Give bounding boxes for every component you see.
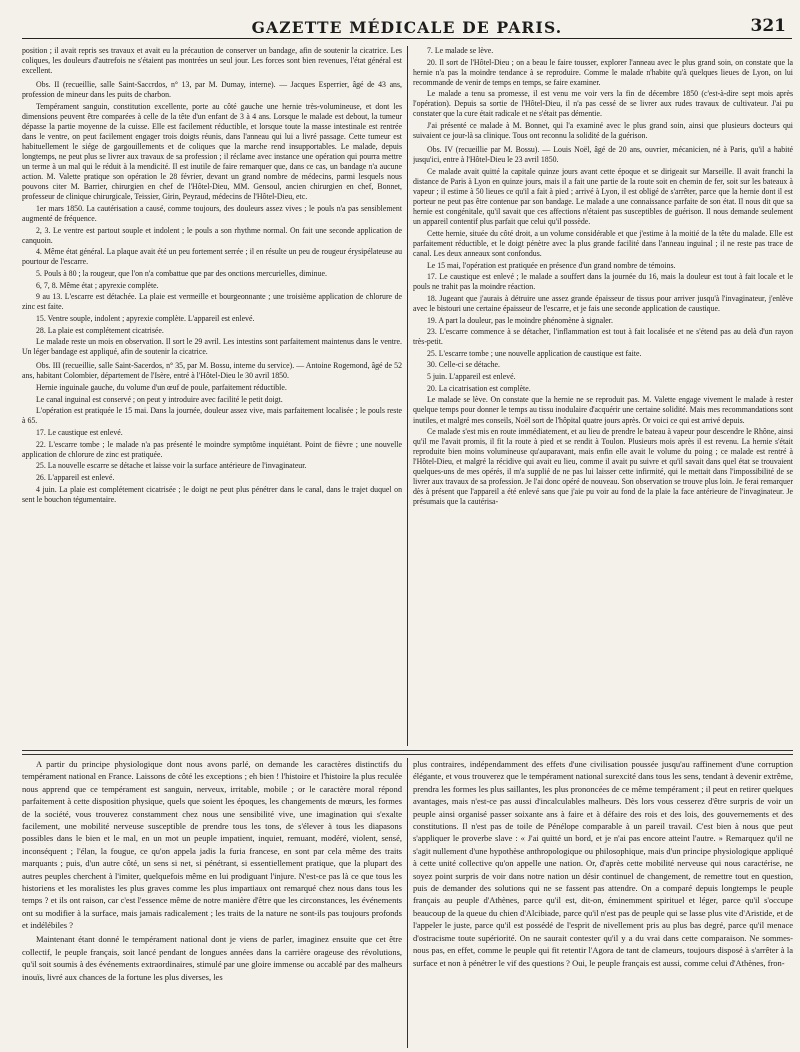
paragraph: 4 juin. La plaie est complétement cicatrisée ; le doigt ne peut plus pénétrer dans le canal, dans le trajet duquel on sent le bouchon tégumentaire.: [22, 484, 402, 504]
paragraph: 5 juin. L'appareil est enlevé.: [427, 372, 516, 382]
paragraph: 18. Jugeant que j'aurais à détruire une assez grande épaisseur de tissus pour arriver jusqu'à l'invaginateur, j'enlève avec le bistouri une certaine épaisseur de l'escarre, et je fais une seconde application de caustique.: [413, 293, 793, 313]
paragraph: 2, 3. Le ventre est partout souple et indolent ; le pouls a son rhythme normal. On fait une seconde application de canquoin.: [22, 225, 402, 245]
upper-left-column: [22, 46, 402, 746]
journal-title: GAZETTE MÉDICALE DE PARIS.: [251, 18, 563, 37]
column-divider-lower: [407, 758, 408, 1048]
paragraph: Ce malade avait quitté la capitale quinze jours avant cette époque et se dirigeait sur Marseille. Il avait franchi la distance de Paris à Lyon en quinze jours, mais il a fait une partie de la route soit en chemin de fer, soit sur les bateaux à vapeur ; il estime à 50 lieues ce qu'il a fait à pied ; arrivé à Lyon, il est obligé de s'arrêter, parce que la hernie dont il est porteur ne peut pas être contenue par son bandage. Le malade a une connaissance parfaite de son état. Il nous dit que sa hernie est congénitale, qu'il savait que ces affections n'étaient pas susceptibles de guérison. Il nous demande seulement un appareil contentif plus parfait que celui qu'il possède.: [413, 166, 793, 227]
paragraph: 25. La nouvelle escarre se détache et laisse voir la surface antérieure de l'invaginateur.: [36, 461, 307, 471]
paragraph: 9 au 13. L'escarre est détachée. La plaie est vermeille et bourgeonnante ; une troisième application de chlorure de zinc est faite.: [22, 292, 402, 312]
paragraph: 28. La plaie est complétement cicatrisée.: [36, 325, 164, 335]
lower-right-column: [413, 758, 793, 1048]
paragraph: Le malade reste un mois en observation. Il sort le 29 avril. Les intestins sont parfaitement maintenus dans le ventre. Un léger bandage est appliqué, afin de soutenir la cicatrice.: [22, 337, 402, 357]
paragraph: 15. Ventre souple, indolent ; apyrexie complète. L'appareil est enlevé.: [36, 313, 255, 323]
upper-right-column: [413, 46, 793, 746]
paragraph: Maintenant étant donné le tempérament national dont je viens de parler, imaginez ensuite que cet être collectif, le peuple français, soit lancé pendant de longues années dans la carrière orageuse des révolutions, qu'il soit soumis à des événements extraordinaires, stimulé par une gloire immense ou accablé par des malheurs inouïs, livré aux chances de la fortune les plus diverses, les: [22, 934, 402, 982]
paragraph: 7. Le malade se lève.: [427, 46, 494, 55]
paragraph: Hernie inguinale gauche, du volume d'un œuf de poule, parfaitement réductible.: [36, 382, 287, 392]
paragraph: plus contraires, indépendamment des effets d'une civilisation poussée jusqu'au raffinement d'une corruption élégante, et vous trouverez que le tempérament national surexcité dans tous les sens, tendant à devenir extrême, prendra les formes les plus saillantes, les plus prononcées de ce même tempérament ; il peut en retirer quelques avantages, mais n'est-ce pas aussi d'incalculables malheurs. Dès lors vous cesserez d'être surpris de voir un peuple ainsi organisé passer soixante ans à faire et à défaire des rois et des lois, des gouvernements et des constitutions. Il n'est pas de toile de Pénélope comparable à un pareil travail. C'est bien à nous que peut s'appliquer le proverbe slave : « J'ai quitté un bord, et je n'ai pas encore atteint l'autre. » Remarquez qu'il ne s'agit nullement d'une hypothèse anthropologique ou philosophique, mais d'un principe physiologique appliqué à cette unité collective qu'on appelle une nation. Or, d'après cette mobilité nerveuse qui nous caractérise, ne soyez point surpris de voir dans notre nation un désir continuel de changement, de remettre tout en question, puis de demander des solutions qui ne se fassent pas attendre. On a comparé depuis longtemps le peuple français au peuple d'Athènes, parce qu'il est, dit-on, éminemment spirituel et léger, parce qu'il s'occupe beaucoup de la queue du chien d'Alcibiade, parce qu'il n'est pas de peuple qui se lasse plus vite d'Aristide, et de l'appeler le juste, parce qu'il est possédé de l'esprit de nivellement pris au plus bas degré, parce qu'il menace d'ostracisme toute supériorité. On ne saurait contester qu'il y a du vrai dans cette comparaison. Ne sommes-nous pas, en effet, comme le peuple qui fit retentir l'Agora de tant de clameurs, toujours disposé à s'arrêter à la surface et non à pénétrer le vif des questions ? Oui, le peuple français est aussi, comme celui d'Athènes, fron-: [413, 759, 793, 968]
paragraph: Cette hernie, située du côté droit, a un volume considérable et que j'estime à la moitié de la tête du malade. Elle est parfaitement réductible, et le doigt pénètre avec la plus grande facilité dans l'anneau inguinal ; il ne reste pas trace de canal. Les deux anneaux sont confondus.: [413, 228, 793, 258]
observation-heading: Obs. IV (recueillie par M. Bossu). — Louis Noël, âgé de 20 ans, ouvrier, mécanicien, né à Paris, qu'il a habité jusqu'ici, entre à l'Hôtel-Dieu le 23 avril 1850.: [413, 145, 793, 165]
page-number: 321: [750, 16, 786, 36]
paragraph: Le canal inguinal est conservé ; on peut y introduire avec facilité le petit doigt.: [36, 394, 283, 404]
paragraph: 23. L'escarre commence à se détacher, l'inflammation est tout à fait localisée et ne s'étend pas au delà d'un rayon très-petit.: [413, 327, 793, 347]
paragraph: 17. Le caustique est enlevé ; le malade a souffert dans la journée du 16, mais la douleur est tout à fait locale et le pouls ne trahit pas la moindre réaction.: [413, 272, 793, 292]
paragraph: 22. L'escarre tombe ; le malade n'a pas présenté le moindre symptôme inquiétant. Point de fièvre ; une nouvelle application de chlorure de zinc est pratiquée.: [22, 439, 402, 459]
paragraph: 30. Celle-ci se détache.: [427, 360, 500, 370]
paragraph: 25. L'escarre tombe ; une nouvelle application de caustique est faite.: [427, 348, 642, 358]
column-divider-upper: [407, 46, 408, 746]
paragraph: position ; il avait repris ses travaux et avait eu la précaution de conserver un bandage, afin de soutenir la cicatrice. Les coliques, les douleurs d'autrefois ne s'étaient pas montrées un seul jour. Les forces sont bien revenues, l'état général est excellent.: [22, 46, 402, 76]
paragraph: L'opération est pratiquée le 15 mai. Dans la journée, douleur assez vive, mais parfaitement localisée ; le pouls reste à 65.: [22, 406, 402, 426]
paragraph: 20. Il sort de l'Hôtel-Dieu ; on a beau le faire tousser, explorer l'anneau avec le plus grand soin, on constate que la hernie n'a pas la moindre tendance à se reproduire. Comme le malade n'habite qu'à quelques lieues de Lyon, on lui recommande de venir de temps en temps, se faire examiner.: [413, 57, 793, 87]
paragraph: 17. Le caustique est enlevé.: [36, 427, 123, 437]
paragraph: 4. Même état général. La plaque avait été un peu fortement serrée ; il en résulte un peu de rougeur érysipélateuse au pourtour de l'escarre.: [22, 247, 402, 267]
observation-heading: Obs. II (recueillie, salle Saint-Saccrdos, n° 13, par M. Dumay, interne). — Jacques Esperrier, âgé de 43 ans, profession de mineur dans les puits de charbon.: [22, 80, 402, 100]
paragraph: 19. A part la douleur, pas le moindre phénomène à signaler.: [427, 315, 613, 325]
paragraph: Ce malade s'est mis en route immédiatement, et au lieu de prendre le bateau à vapeur pour descendre le Rhône, ainsi qu'il me l'avait promis, il fit la route à pied et se rendit à Toulon. Plusieurs mois après il est revenu. La hernie s'était reproduite bien moins volumineuse qu'auparavant, mais enfin elle avait le volume du poing ; ce malade est rentré à l'Hôtel-Dieu, et malgré la récidive qui avait eu lieu, comme il avait pu suivre et qu'il savait dans quel état se trouvaient quelques-uns de mes opérés, il m'a supplié de ne pas lui laisser cette infirmité, qui le mettait dans l'impossibilité de se livrer aux travaux de sa profession. Je l'ai donc opéré de nouveau. Son observation se trouve plus loin. Je ferai remarquer dès à présent que l'appareil a été enlevé sans que j'aie pu voir au fond de la plaie la face antérieure de l'invaginateur. Je présumais que la cautérisa-: [413, 427, 793, 507]
page-header: [22, 12, 792, 39]
lower-left-column: [22, 758, 402, 1048]
paragraph: 5. Pouls à 80 ; la rougeur, que l'on n'a combattue que par des onctions mercurielles, diminue.: [36, 268, 327, 278]
observation-heading: Obs. III (recueillie, salle Saint-Sacerdos, n° 35, par M. Bossu, interne du service). — Antoine Rogemond, âgé de 52 ans, habitant Colombier, département de l'Isère, entré à l'Hôtel-Dieu le 30 avril 1850.: [22, 361, 402, 381]
paragraph: 1er mars 1850. La cautérisation a causé, comme toujours, des douleurs assez vives ; le pouls n'a pas sensiblement augmenté de fréquence.: [22, 203, 402, 223]
paragraph: 6, 7, 8. Même état ; apyrexie complète.: [36, 280, 159, 290]
paragraph: Le malade se lève. On constate que la hernie ne se reproduit pas. M. Valette engage vivement le malade à rester quelque temps pour donner le temps au tissu inodulaire d'acquérir une certaine solidité. Mais mes recommandations sont inutiles, et malgré mes conseils, Noël sort de l'hôpital quatre jours après. Or voici ce qui est arrivé depuis.: [413, 395, 793, 425]
section-divider: [22, 750, 793, 755]
paragraph: Le malade a tenu sa promesse, il est venu me voir vers la fin de décembre 1850 (c'est-à-dire sept mois après l'opération). Depuis sa sortie de l'Hôtel-Dieu, il n'a pas cessé de se livrer aux rudes travaux de cultivateur. J'ai pu constater que la cure était radicale et ne s'était pas démentie.: [413, 89, 793, 119]
paragraph: J'ai présenté ce malade à M. Bonnet, qui l'a examiné avec le plus grand soin, ainsi que plusieurs docteurs qui suivaient ce jour-là sa clinique. Tous ont reconnu la solidité de la guérison.: [413, 121, 793, 141]
paragraph: A partir du principe physiologique dont nous avons parlé, on demande les caractères distinctifs du tempérament national en France. Laissons de côté les exceptions ; eh bien ! l'histoire et l'histoire la plus reculée nous apprend que ce tempérament est sanguin, nerveux, irritable, mobile ; or le caractère moral répond parfaitement à cette disposition physique, quels que soient les époques, les changements de mœurs, les formes de la société, vous trouverez constamment chez nous une sensibilité vive, une imagination qui s'exalte facilement, une mobilité nerveuse susceptible de prendre tous les tons, de s'élever à tous les diapasons possibles dans le bien et le mal, en un mot un peuple impatient, inquiet, remuant, modéré, violent, sensé, inconséquent ; l'élan, la fougue, ce qu'on appela jadis la furia francese, en sont par cela même des traits marquants ; puis, d'un autre côté, un sens si net, si pénétrant, si essentiellement pratique, que la plupart des autres peuples cherchent à l'imiter, quelquefois même en lui prodiguant l'injure. N'est-ce pas là ce que tous les historiens et les moralistes les plus graves comme les plus impartiaux ont remarqué chez nous dans tous les temps ? et ils ont raison, car c'est l'essence même de notre manière d'être que les circonstances, les événements ont su modifier à la surface, mais jamais radicalement ; les traits de la nature ne sont-ils pas toujours profonds et indélébiles ?: [22, 759, 402, 931]
paragraph: Le 15 mai, l'opération est pratiquée en présence d'un grand nombre de témoins.: [427, 260, 676, 270]
paragraph: Tempérament sanguin, constitution excellente, porte au côté gauche une hernie très-volumineuse, et dont les dimensions peuvent être comparées à celle de la tête d'un enfant de 3 à 4 ans. Lorsque le malade est debout, la tumeur dépasse la partie moyenne de la cuisse. Elle est facilement réductible, et lorsque toute la masse intestinale est rentrée dans le ventre, on peut facilement engager trois doigts réunis, dans l'anneau qui lui a livré passage. Cette tumeur est habituellement le siége de gargouillements et de coliques que la marche rend insupportables. Le malade, depuis longtemps, ne peut plus se livrer aux travaux de sa profession ; il réclame avec instance une opération qui pourra mettre un terme à un mal qui le réduit à la mendicité. Il est inutile de faire remarquer que, dans ce cas, un bandage n'a aucune action. M. Valette pratique son opération le 28 février, devant un grand nombre de médecins, parmi lesquels nous pouvons citer M. Barrier, chirurgien en chef de l'Hôtel-Dieu, MM. Gensoul, ancien chirurgien en chef, Bonnet, professeur de clinique chirurgicale, Teissier, Girin, Peyraud, médecins de l'Hôtel-Dieu, etc.: [22, 101, 402, 202]
paragraph: 20. La cicatrisation est complète.: [427, 383, 531, 393]
paragraph: 26. L'appareil est enlevé.: [36, 472, 115, 482]
